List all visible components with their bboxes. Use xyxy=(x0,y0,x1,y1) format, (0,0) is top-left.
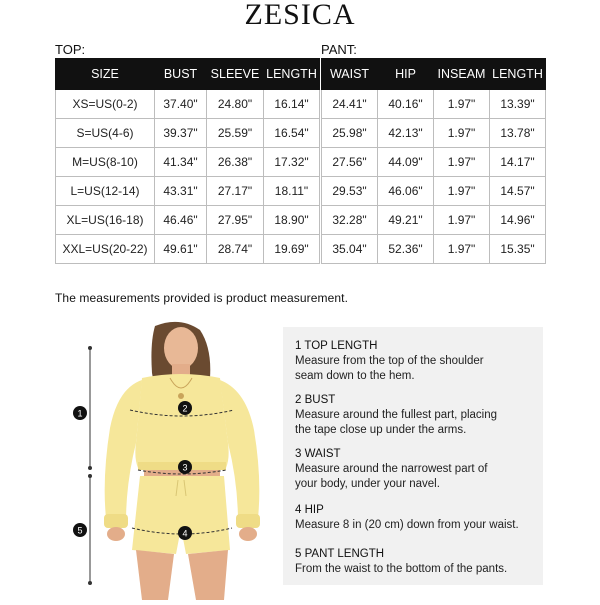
model-photo xyxy=(60,318,285,600)
marker-3 xyxy=(178,460,192,474)
table-cell: 49.21" xyxy=(378,206,434,235)
marker-2-label: 2 xyxy=(182,403,188,414)
table-cell: 24.41" xyxy=(322,90,378,119)
instruction-text: Measure around the narrowest part of xyxy=(295,463,488,475)
table-cell: 29.53" xyxy=(322,177,378,206)
table-cell: 42.13" xyxy=(378,119,434,148)
instruction-title: 5 PANT LENGTH xyxy=(295,548,385,560)
table-cell: XL=US(16-18) xyxy=(56,206,155,235)
table-cell: 25.59" xyxy=(207,119,264,148)
measurement-note: The measurements provided is product measurement. xyxy=(55,291,349,305)
table-cell: 1.97" xyxy=(434,235,490,264)
marker-5-label: 5 xyxy=(77,525,83,536)
top-section-label: TOP: xyxy=(55,42,86,57)
table-cell: 16.14" xyxy=(264,90,320,119)
table-cell: 14.57" xyxy=(490,177,546,206)
table-cell: 27.56" xyxy=(322,148,378,177)
table-cell: 35.04" xyxy=(322,235,378,264)
instruction-top-length xyxy=(295,339,540,384)
pant-col-header: WAIST xyxy=(322,59,378,90)
table-cell: 1.97" xyxy=(434,90,490,119)
brand-logo: ZESICA xyxy=(244,0,356,31)
table-cell: 14.17" xyxy=(490,148,546,177)
top-size-table xyxy=(55,58,320,264)
table-cell: 1.97" xyxy=(434,177,490,206)
table-row xyxy=(322,206,546,235)
table-cell: 40.16" xyxy=(378,90,434,119)
marker-2 xyxy=(178,401,192,415)
top-col-header: SIZE xyxy=(56,59,155,90)
table-cell: XS=US(0-2) xyxy=(56,90,155,119)
table-cell: 17.32" xyxy=(264,148,320,177)
table-cell: 19.69" xyxy=(264,235,320,264)
table-cell: 27.95" xyxy=(207,206,264,235)
table-cell: 37.40" xyxy=(155,90,207,119)
table-row xyxy=(322,90,546,119)
table-cell: L=US(12-14) xyxy=(56,177,155,206)
instruction-title: 3 WAIST xyxy=(295,448,341,460)
table-row xyxy=(56,206,320,235)
instruction-title: 2 BUST xyxy=(295,394,336,406)
table-cell: XXL=US(20-22) xyxy=(56,235,155,264)
table-cell: 44.09" xyxy=(378,148,434,177)
instruction-text: seam down to the hem. xyxy=(295,370,415,382)
marker-4 xyxy=(178,526,192,540)
table-cell: 27.17" xyxy=(207,177,264,206)
table-cell: S=US(4-6) xyxy=(56,119,155,148)
table-cell: 14.96" xyxy=(490,206,546,235)
table-cell: 18.11" xyxy=(264,177,320,206)
table-row xyxy=(56,119,320,148)
table-cell: 24.80" xyxy=(207,90,264,119)
instruction-text: your body, under your navel. xyxy=(295,478,440,490)
table-cell: 46.06" xyxy=(378,177,434,206)
top-col-header: LENGTH xyxy=(264,59,320,90)
table-cell: 41.34" xyxy=(155,148,207,177)
table-cell: 43.31" xyxy=(155,177,207,206)
pant-col-header: HIP xyxy=(378,59,434,90)
table-row xyxy=(56,148,320,177)
marker-5 xyxy=(73,523,87,537)
table-cell: 16.54" xyxy=(264,119,320,148)
marker-1-label: 1 xyxy=(77,408,83,419)
table-row xyxy=(56,235,320,264)
table-cell: 28.74" xyxy=(207,235,264,264)
table-row xyxy=(56,177,320,206)
marker-1 xyxy=(73,406,87,420)
table-cell: 26.38" xyxy=(207,148,264,177)
table-row xyxy=(322,119,546,148)
table-cell: 52.36" xyxy=(378,235,434,264)
table-cell: 32.28" xyxy=(322,206,378,235)
instruction-waist xyxy=(295,447,540,492)
instructions-panel xyxy=(283,327,543,585)
instruction-title: 4 HIP xyxy=(295,504,324,516)
table-cell: 15.35" xyxy=(490,235,546,264)
table-cell: 1.97" xyxy=(434,148,490,177)
marker-4-label: 4 xyxy=(182,528,188,539)
instruction-text: Measure around the fullest part, placing xyxy=(295,409,498,421)
instruction-pant-length xyxy=(295,547,540,577)
instruction-text: the tape close up under the arms. xyxy=(295,424,467,436)
table-cell: 46.46" xyxy=(155,206,207,235)
instruction-title: 1 TOP LENGTH xyxy=(295,340,378,352)
instruction-hip xyxy=(295,503,540,533)
top-col-header: SLEEVE xyxy=(207,59,264,90)
instruction-text: Measure from the top of the shoulder xyxy=(295,355,484,367)
table-cell: 13.39" xyxy=(490,90,546,119)
marker-3-label: 3 xyxy=(182,462,188,473)
table-cell: 25.98" xyxy=(322,119,378,148)
instruction-text: From the waist to the bottom of the pants. xyxy=(295,563,508,575)
table-cell: 1.97" xyxy=(434,206,490,235)
table-cell: 1.97" xyxy=(434,119,490,148)
table-row xyxy=(322,177,546,206)
top-col-header: BUST xyxy=(155,59,207,90)
instruction-bust xyxy=(295,393,540,438)
table-cell: 18.90" xyxy=(264,206,320,235)
table-row xyxy=(322,235,546,264)
table-cell: 49.61" xyxy=(155,235,207,264)
pant-col-header: LENGTH xyxy=(490,59,546,90)
table-row xyxy=(322,148,546,177)
table-cell: 13.78" xyxy=(490,119,546,148)
pant-section-label: PANT: xyxy=(321,42,357,57)
table-cell: M=US(8-10) xyxy=(56,148,155,177)
instruction-text: Measure 8 in (20 cm) down from your waist. xyxy=(295,519,519,531)
table-cell: 39.37" xyxy=(155,119,207,148)
table-row xyxy=(56,90,320,119)
pant-size-table xyxy=(321,58,546,264)
pant-col-header: INSEAM xyxy=(434,59,490,90)
